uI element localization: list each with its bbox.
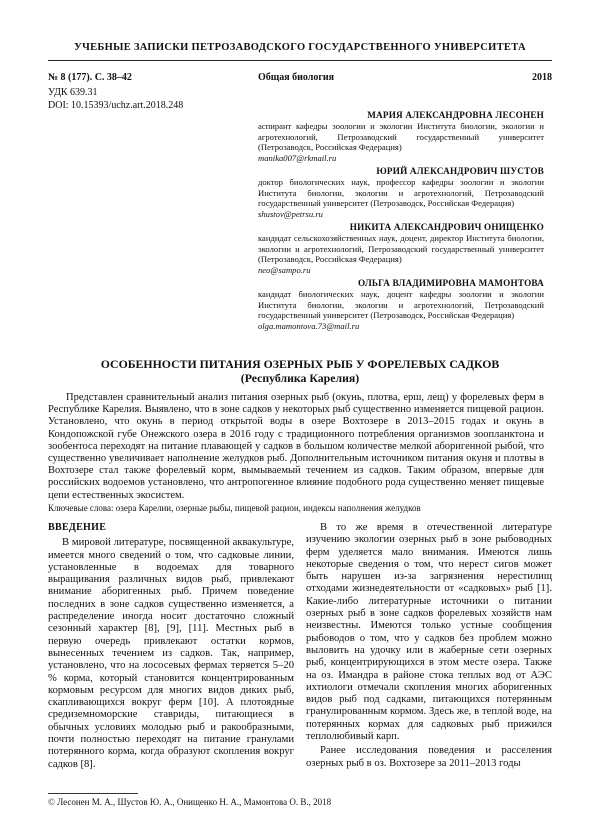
section-heading: ВВЕДЕНИЕ [48, 522, 107, 533]
issue-info-row [48, 72, 552, 86]
author-affiliation: доктор биологических наук, профессор кафедры зоологии и экологии Института биологии, экологии и агротехнологий, Петрозаводский государственный университет (Петрозаводск, Российская Федерация) [258, 176, 544, 209]
body-column-right [306, 522, 552, 772]
doi-link[interactable]: DOI: 10.15393/uchz.art.2018.248 [48, 100, 184, 111]
author-block [258, 110, 544, 164]
body-paragraph: В то же время в отечественной литературе изучению экологии озерных рыб в зоне рыбоводных ферм уделяется мало внимания. Имеются лишь некоторые сведения о том, что нерест сигов может быть нарушен из-за загрязнения нерестилищ отходами жизнедеятельности от «садковых» рыб [1]. Какие-либо литературные источники о питании озерных рыб в зоне садков форелевых хозяйств нам неизвестны. Имеются только устные сообщения рыбоводов о том, что у садков без проблем можно выловить на удочку или в жаберные сети озерных рыб, концентрирующихся в этом месте озера. Также на оз. Имандра в районе стока теплых вод от АЭС ихтиологи отмечали скопления многих аборигенных видов рыб под садками, питающихся потерянным гранулированным кормом. Здесь же, в теплой воде, на потерянных кормах для садковых рыб прижился теплолюбивый карп. [306, 522, 552, 743]
author-block [258, 222, 544, 276]
author-name: ОЛЬГА ВЛАДИМИРОВНА МАМОНТОВА [357, 277, 544, 288]
author-name: ЮРИЙ АЛЕКСАНДРОВИЧ ШУСТОВ [376, 165, 544, 176]
udk-code: УДК 639.31 [48, 87, 98, 98]
header-rule [48, 60, 552, 61]
journal-section: Общая биология [258, 72, 335, 83]
article-title-subtitle: (Республика Карелия) [240, 371, 360, 385]
journal-name: УЧЕБНЫЕ ЗАПИСКИ ПЕТРОЗАВОДСКОГО ГОСУДАРСТВЕННОГО УНИВЕРСИТЕТА [74, 42, 526, 53]
body-paragraph: Ранее исследования поведения и расселения озерных рыб в оз. Вохтозере за 2011–2013 годы [306, 745, 552, 769]
author-block [258, 166, 544, 220]
keywords: Ключевые слова: озера Карелии, озерные рыбы, пищевой рацион, индексы наполнения желудков [48, 503, 421, 513]
author-affiliation: кандидат биологических наук, доцент кафедры зоологии и экологии Института биологии, экологии и агротехнологий, Петрозаводский государственный университет (Петрозаводск, Российская Федерация) [258, 288, 544, 321]
author-list [258, 110, 544, 334]
author-block [258, 278, 544, 332]
author-email[interactable]: manika007@rkmail.ru [258, 153, 337, 164]
body-column-left [48, 522, 294, 773]
author-email[interactable]: shustov@petrsu.ru [258, 209, 323, 220]
issue-number: № 8 (177). С. 38–42 [48, 72, 132, 83]
author-name: НИКИТА АЛЕКСАНДРОВИЧ ОНИЩЕНКО [349, 221, 544, 232]
author-name: МАРИЯ АЛЕКСАНДРОВНА ЛЕСОНЕН [367, 110, 544, 120]
footnote-rule [48, 793, 138, 794]
copyright-notice: © Лесонен М. А., Шустов Ю. А., Онищенко Н. А., Мамонтова О. В., 2018 [48, 797, 332, 807]
abstract: Представлен сравнительный анализ питания озерных рыб (окунь, плотва, ерш, лещ) у форелевых ферм в Республике Карелия. Выявлено, что в зоне садков у некоторых рыб существенно изменяется пищевой рацион. Установлено, что окунь в период открытой воды в озере Вохтозере в 2013–2015 годах и окунь в Кондопожской губе Онежского озера в 2016 году с традиционного потребления организмов зоопланктона и зообентоса переходят на питание плавающей у садков в большом количестве мелкой аборигенной рыбой, что существенно увеличивает наполнение желудков рыб. Дополнительным источником питания окуня и плотвы в Вохтозере стал также форелевый корм, вымываемый течением из садков. Таким образом, впервые для российских водоемов установлено, что антропогенное влияние подобного рода существенно меняет пищевые цепи естественных экосистем. [48, 392, 544, 501]
author-email[interactable]: olga.mamontova.73@mail.ru [258, 321, 360, 332]
author-affiliation: кандидат сельскохозяйственных наук, доцент, директор Института биологии, экологии и агротехнологий, Петрозаводский государственный университет (Петрозаводск, Российская Федерация) [258, 232, 544, 265]
issue-year: 2018 [532, 72, 552, 83]
body-paragraph: В мировой литературе, посвященной аквакультуре, имеется много сведений о том, что садковые линии, установленные в водоемах для товарного выращивания различных видов рыб, привлекают внимание аборигенных рыб. Причем поведение последних в зоне садков существенно изменяется, а распределение иногда носит достаточно сложный сезонный характер [8], [9], [11]. Местных рыб в первую очередь привлекают остатки кормов, вынесенных течением из садков. Так, например, установлено, что на лососевых фермах теряется 5–20 % корма, который становится концентрированным кормовым ресурсом для многих видов диких рыб, скапливающихся вокруг ферм [10]. А плотоядные средиземноморские ставриды, питающиеся в обычных условиях молодью рыб и ракообразными, почти полностью переходят на питание гранулами потерянного корма, когда образуют скопления вокруг садков [8]. [48, 537, 294, 770]
article-title-main: ОСОБЕННОСТИ ПИТАНИЯ ОЗЕРНЫХ РЫБ У ФОРЕЛЕВЫХ САДКОВ [100, 357, 500, 371]
article-title [48, 357, 552, 385]
author-email[interactable]: neo@sampo.ru [258, 265, 311, 276]
author-affiliation: аспирант кафедры зоологии и экологии Института биологии, экологии и агротехнологий, Петрозаводский государственный университет (Петрозаводск, Российская Федерация) [258, 120, 544, 153]
